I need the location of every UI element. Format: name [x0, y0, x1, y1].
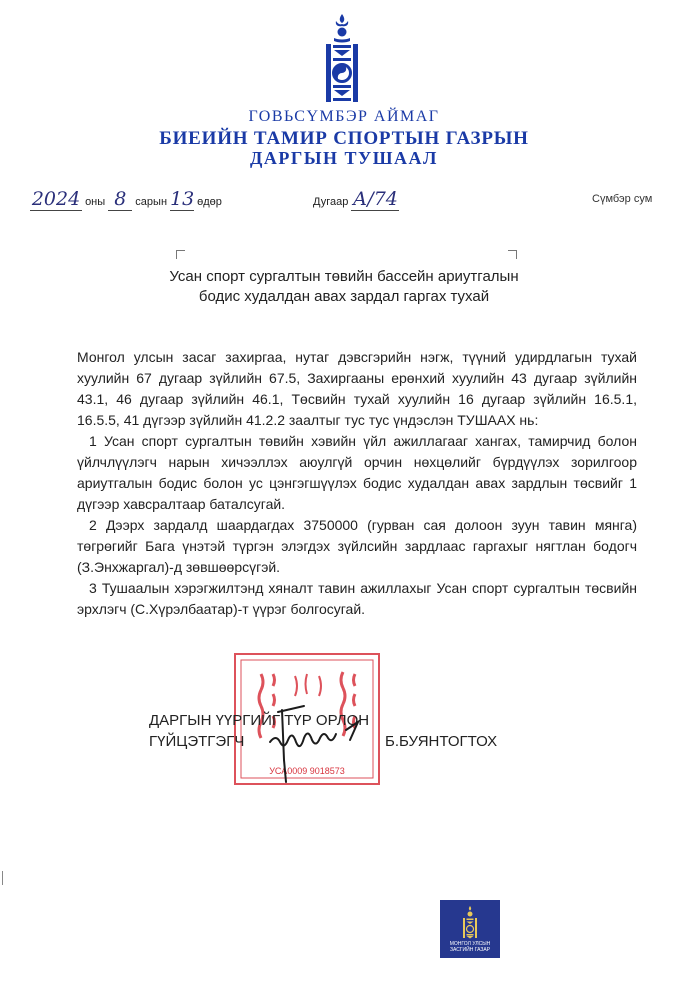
soyombo-icon	[462, 905, 478, 939]
title-corner-mark-right	[508, 250, 517, 259]
province-name: ГОВЬСҮМБЭР АЙМАГ	[248, 108, 440, 125]
logo-text-line-1: МОНГОЛ УЛСЫН	[449, 941, 491, 947]
date-day: 13	[170, 188, 195, 210]
date-line	[30, 188, 222, 211]
clause-3-paragraph: 3 Тушаалын хэрэгжилтэнд хяналт тавин ажиллахыг Усан спорт сургалтын төсвийн эрхлэгч (С.Хүрэлбаатар)-т үүрэг болгосугай.	[77, 580, 637, 617]
clause-2-paragraph: 2 Дээрх зардалд шаардагдах 3750000 (гурван сая долоон зуун тавин мянга) төгрөгийг Бага үнэтэй түргэн элэгдэх зүйлсийн зардлаас гаргахыг нягтлан бодогч (З.Энхжаргал)-д зөвшөөрсүгэй.	[77, 517, 637, 575]
document-title-line-1: Усан спорт сургалтын төвийн бассейн ариутгалын	[169, 268, 519, 285]
handwritten-signature	[258, 700, 378, 790]
date-year: 2024	[31, 188, 81, 210]
document-body	[77, 347, 637, 620]
month-suffix: сарын	[135, 196, 168, 208]
year-suffix: оны	[85, 196, 106, 208]
date-month: 8	[108, 188, 132, 211]
soyombo-emblem-icon	[322, 12, 362, 104]
order-number-line	[313, 188, 399, 211]
logo-text-line-2: ЗАСГИЙН ГАЗАР	[449, 947, 491, 953]
document-title-line-2: бодис худалдан авах зардал гаргах тухай	[198, 288, 490, 305]
signatory-position-line-2: ГҮЙЦЭТГЭГЧ	[149, 733, 245, 750]
signatory-position-line-1: ДАРГЫН ҮҮРГИЙГ ТҮР ОРЛОН	[149, 712, 370, 729]
order-label: Дугаар	[313, 196, 349, 208]
day-suffix: өдөр	[197, 196, 222, 208]
title-corner-mark-left	[176, 250, 185, 259]
agency-name: БИЕИЙН ТАМИР СПОРТЫН ГАЗРЫН	[159, 128, 529, 149]
clause-1-paragraph: 1 Усан спорт сургалтын төвийн хэвийн үйл ажиллагааг хангах, тамирчид болон үйлчлүүлэгч нарын хичээллэх аюулгүй орчин нөхцөлийг бүрдүүлэх зорилгоор ариутгалын бодис болон ус цэнгэгшүүлэх бодис худалдан авах зардлын төсвийг 1 дүгээр хавсралтаар баталсугай.	[77, 433, 637, 512]
document-type: ДАРГЫН ТУШААЛ	[250, 148, 438, 168]
preamble-paragraph: Монгол улсын засаг захиргаа, нутаг дэвсгэрийн нэгж, түүний удирдлагын тухай хуулийн 67 дугаар зүйлийн 67.5, Захиргааны ерөнхий хуулийн 43 дугаар зүйлийн 43.1, 46 дугаар зүйлийн 46.1, Төсвийн тухай хуулийн 16 дугаар зүйлийн 16.5.1, 16.5.5, 41 дүгээр зүйлийн 41.2.2 заалтыг тус тус үндэслэн ТУШААХ нь:	[77, 349, 637, 428]
government-logo	[440, 900, 500, 958]
stamp-code: УСА0009 9018573	[269, 766, 345, 776]
margin-mark	[2, 871, 7, 885]
place-name: Сүмбэр сум	[592, 193, 653, 205]
order-number: А/74	[352, 188, 398, 210]
signatory-name: Б.БУЯНТОГТОХ	[385, 733, 498, 750]
